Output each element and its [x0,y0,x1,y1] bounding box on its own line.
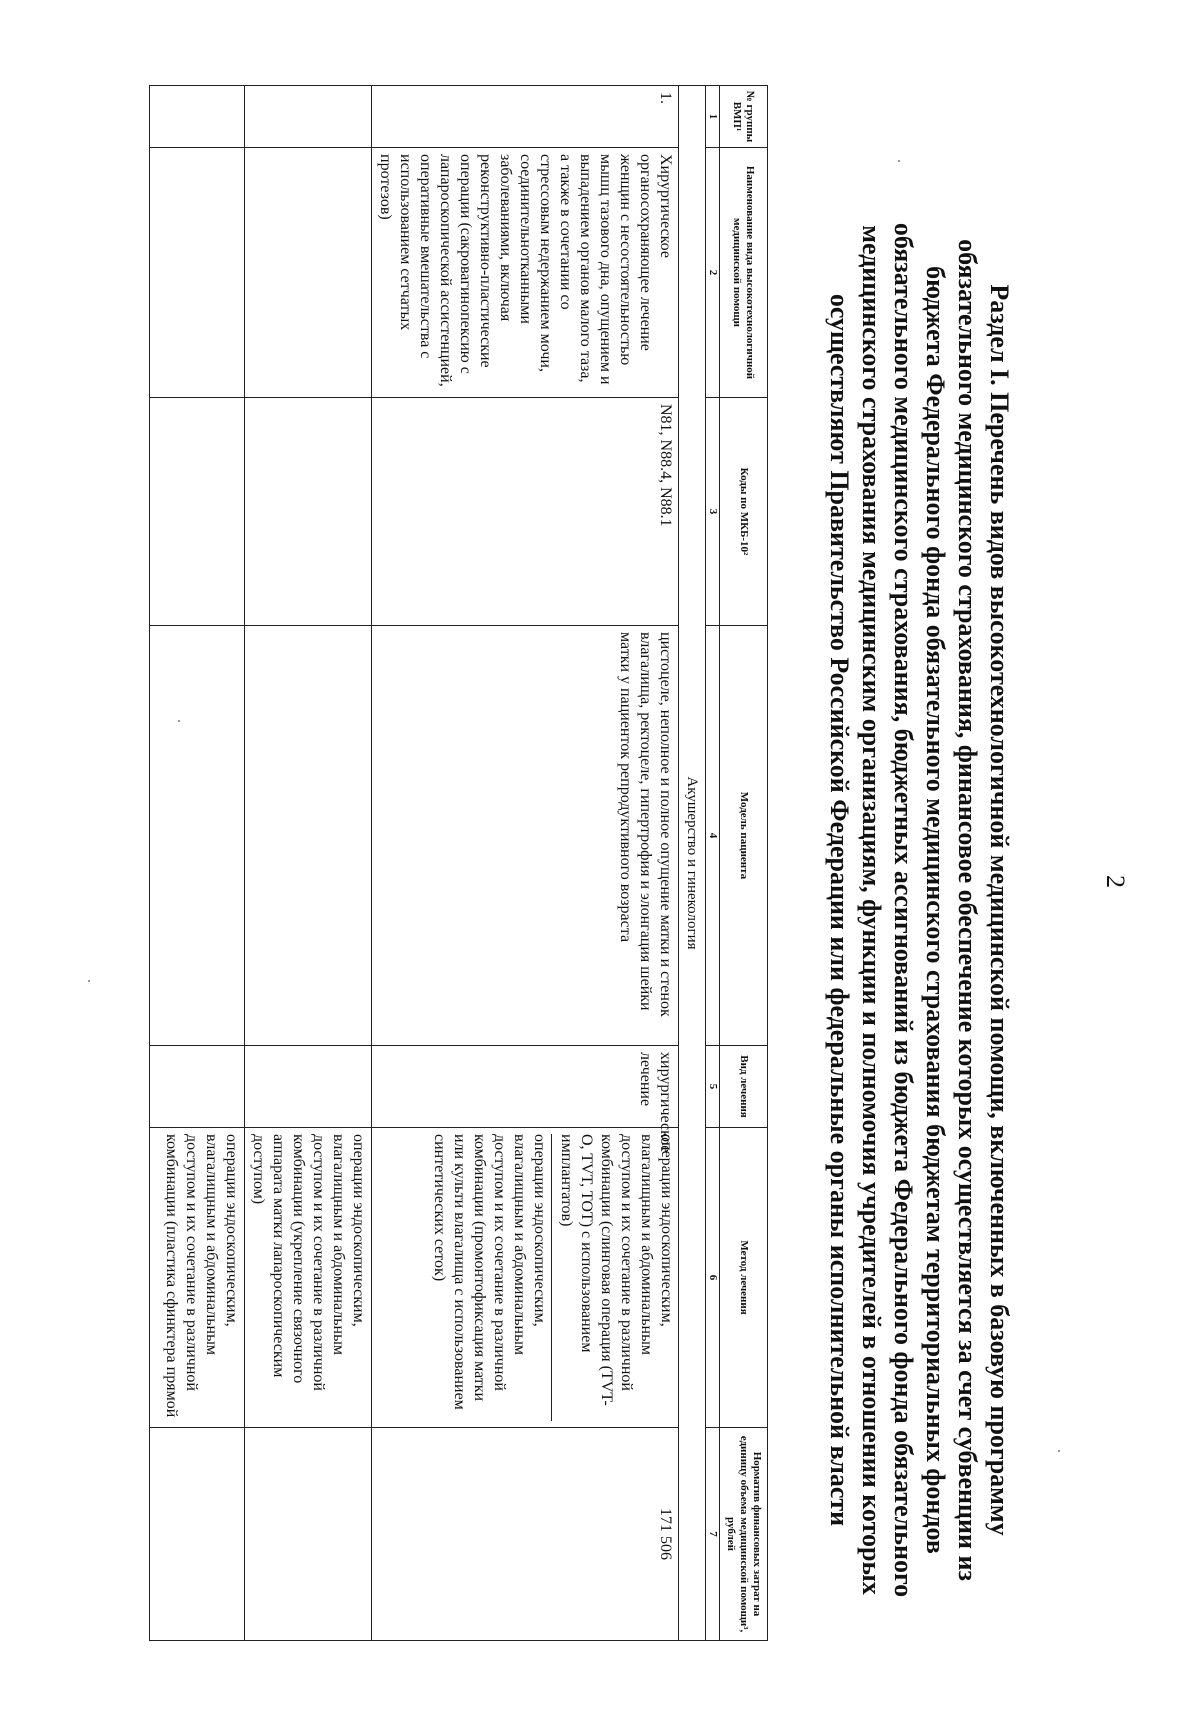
table-header-row [720,86,768,1641]
scan-speck [88,980,90,982]
row-icd-codes: N81, N88.4, N88.1 [372,398,679,626]
row-treatment-type: хирургическое лечение [372,1046,679,1128]
column-number: 4 [706,626,720,1046]
treatment-method-item: операции эндоскопическим, влагалищным и абдоминальным доступом и их сочетание в различной комбинации (промонтофиксация матки или культи влагалища с использованием синтетических сеток) [431,1134,548,1410]
column-number-row [706,86,720,1641]
header-treatment-type: Вид лечения [720,1046,768,1128]
table-row [150,86,245,1641]
section-title: Акушерство и гинекология [679,86,706,1641]
column-number: 7 [706,1428,720,1641]
section-row [679,86,706,1641]
row-patient-model: цистоцеле, неполное и полное опущение матки и стенок влагалища, ректоцеле, гипертрофия и элонгация шейки матки у пациенток репродуктивного возраста [372,626,679,1046]
column-number: 3 [706,398,720,626]
row-group-number: 1. [372,86,679,148]
row-treatment-methods [372,1128,679,1428]
header-group: № группы ВМП¹ [720,86,768,148]
header-codes: Коды по МКБ-10² [720,398,768,626]
header-treatment-method: Метод лечения [720,1128,768,1428]
scan-speck [1058,1450,1060,1452]
scan-speck [898,160,900,162]
page-number: 2 [1101,875,1130,888]
scan-speck [178,720,180,722]
table-row [245,86,372,1641]
treatment-method-item: операции эндоскопическим, влагалищным и абдоминальным доступом и их сочетание в различной комбинации (пластика сфинктера прямой [150,1128,245,1428]
treatment-method-item: операции эндоскопическим, влагалищным и абдоминальным доступом и их сочетание в различной комбинации (укрепление связочного аппарата матки лапароскопическим доступом) [245,1128,372,1428]
column-number: 1 [706,86,720,148]
column-number: 2 [706,148,720,398]
column-number: 6 [706,1128,720,1428]
vmp-table [149,85,768,1641]
column-number: 5 [706,1046,720,1128]
header-cost-norm: Норматив финансовых затрат на единицу объема медицинской помощи³, рублей [720,1428,768,1641]
document-title: Раздел I. Перечень видов высокотехнологичной медицинской помощи, включенных в базовую программу обязательного медицинского страхования, финансовое обеспечение которых осуществляется за счет субвенции из бюджета Федерального фонда обязательного медицинского страхования бюджетам территориальных фондов обязательного медицинского страхования, бюджетных ассигнований из бюджета Федерального фонда обязательного медицинского страхования медицинским организациям, функции и полномочия учредителей в отношении которых осуществляют Правительство Российской Федерации или федеральные органы исполнительной власти [825,222,1014,1598]
header-name: Наименование вида высокотехнологичной медицинской помощи [720,148,768,398]
row-cost-norm: 171 506 [372,1428,679,1641]
table-row [372,86,679,1641]
header-patient-model: Модель пациента [720,626,768,1046]
treatment-method-item: операции эндоскопическим, влагалищным и абдоминальным доступом и их сочетание в различной комбинации (слинговая операция (TVT-O, TVT, TOT) с использованием имплантатов) [551,1134,678,1421]
row-vmp-name: Хирургическое органосохраняющее лечение женщин с несостоятельностью мышц тазового дна, опущением и выпадением органов малого таза, а также в сочетании со стрессовым недержанием мочи, соединительнотканными заболеваниями, включая реконструктивно-пластические операции (сакровагинопексию с лапароскопической ассистенцией, оперативные вмешательства с использованием сетчатых протезов) [372,148,679,398]
